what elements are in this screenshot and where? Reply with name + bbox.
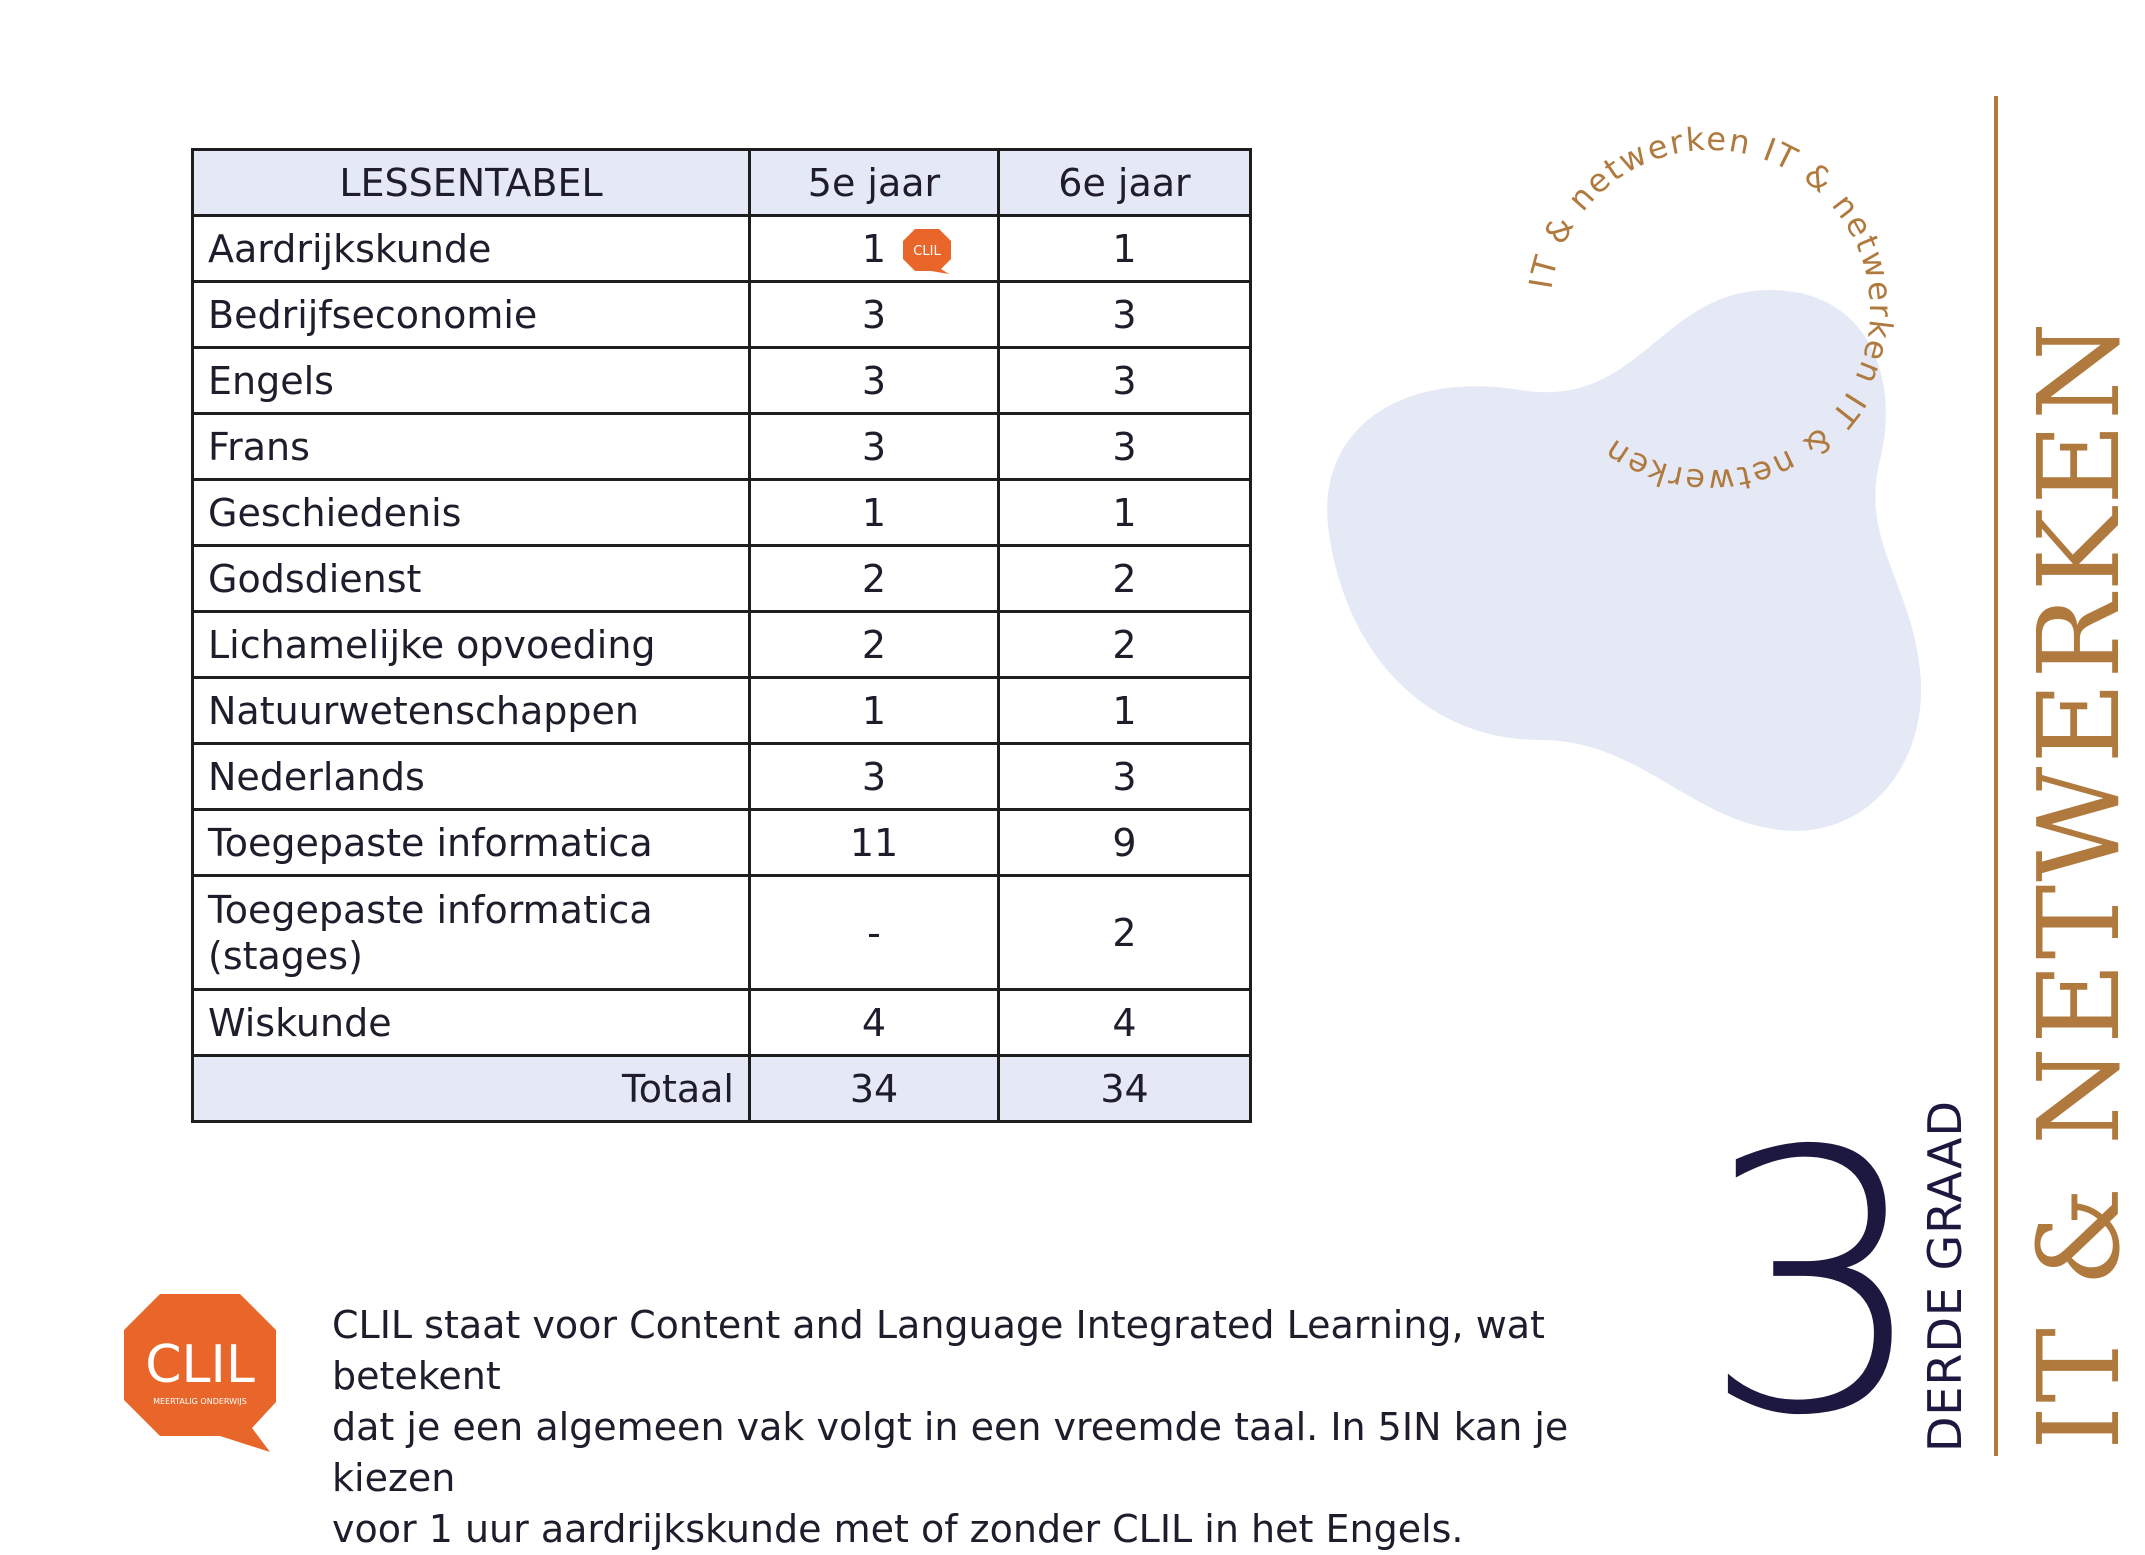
hours-5e-cell: 3 [750, 348, 999, 414]
hours-5e-cell: 4 [750, 990, 999, 1056]
subject-cell: Aardrijkskunde [193, 216, 750, 282]
header-5e-jaar: 5e jaar [750, 150, 999, 216]
hours-6e-cell: 1 [999, 216, 1251, 282]
total-6e-cell: 34 [999, 1056, 1251, 1122]
hours-6e-cell: 4 [999, 990, 1251, 1056]
grade-label: DERDE GRAAD [1918, 1100, 1972, 1452]
total-5e-cell: 34 [750, 1056, 999, 1122]
subject-cell: Wiskunde [193, 990, 750, 1056]
subject-cell: Frans [193, 414, 750, 480]
subject-line: Toegepaste informatica [208, 887, 653, 932]
circular-text [1522, 120, 1901, 501]
hours-6e-cell: 9 [999, 810, 1251, 876]
total-label: Totaal [193, 1056, 750, 1122]
hours-5e-cell: 3 [750, 414, 999, 480]
hours-6e-cell: 1 [999, 480, 1251, 546]
hours-6e-cell: 2 [999, 876, 1251, 990]
hours-value: 1 [861, 226, 887, 271]
subject-cell: Bedrijfseconomie [193, 282, 750, 348]
subject-cell: Geschiedenis [193, 480, 750, 546]
subject-cell [193, 876, 750, 990]
hours-5e-cell: 3 [750, 282, 999, 348]
circular-text-path: IT & netwerken IT & netwerken IT & netwerken [1521, 119, 1901, 501]
subject-cell: Nederlands [193, 744, 750, 810]
table-row [193, 876, 1251, 990]
clil-description-line: dat je een algemeen vak volgt in een vreemde taal. In 5IN kan je kiezen [332, 1405, 1569, 1500]
subject-cell: Godsdienst [193, 546, 750, 612]
vertical-title: IT & NETWERKEN [2015, 319, 2145, 1450]
header-6e-jaar: 6e jaar [999, 150, 1251, 216]
table-row [193, 348, 1251, 414]
table-row [193, 810, 1251, 876]
hours-6e-cell: 3 [999, 348, 1251, 414]
table-row [193, 216, 1251, 282]
table-row [193, 414, 1251, 480]
hours-6e-cell: 2 [999, 546, 1251, 612]
hours-5e-cell: 11 [750, 810, 999, 876]
hours-5e-cell: - [750, 876, 999, 990]
subject-line: (stages) [208, 933, 363, 978]
clil-description [332, 1300, 1642, 1555]
hours-5e-cell: 2 [750, 612, 999, 678]
table-row [193, 678, 1251, 744]
table-row [193, 990, 1251, 1056]
clil-badge-label: CLIL [913, 244, 941, 259]
subject-cell: Toegepaste informatica [193, 810, 750, 876]
table-row [193, 480, 1251, 546]
subject-cell: Natuurwetenschappen [193, 678, 750, 744]
hours-6e-cell: 3 [999, 744, 1251, 810]
clil-logo-text: CLIL [145, 1335, 255, 1395]
subject-cell: Engels [193, 348, 750, 414]
clil-logo [112, 1290, 288, 1460]
hours-6e-cell: 3 [999, 414, 1251, 480]
hours-5e-cell: 3 [750, 744, 999, 810]
clil-badge-icon [901, 227, 953, 275]
clil-description-line: CLIL staat voor Content and Language Integrated Learning, wat betekent [332, 1303, 1545, 1398]
lessentabel-table [191, 148, 1252, 1123]
clil-logo-subtext: MEERTALIG ONDERWIJS [153, 1397, 247, 1406]
clil-description-line: voor 1 uur aardrijkskunde met of zonder CLIL in het Engels. [332, 1507, 1464, 1551]
vertical-accent-line [1994, 96, 1998, 1456]
table-header-row [193, 150, 1251, 216]
table-row [193, 546, 1251, 612]
hours-5e-cell: 1 [750, 480, 999, 546]
hours-5e-cell [750, 216, 999, 282]
table-total-row [193, 1056, 1251, 1122]
hours-6e-cell: 3 [999, 282, 1251, 348]
subject-cell: Lichamelijke opvoeding [193, 612, 750, 678]
grade-number: 3 [1700, 1075, 1930, 1494]
hours-5e-cell: 2 [750, 546, 999, 612]
hours-6e-cell: 1 [999, 678, 1251, 744]
circular-text-ring [1500, 100, 1920, 520]
table-row [193, 744, 1251, 810]
header-lessentabel: LESSENTABEL [193, 150, 750, 216]
table-row [193, 282, 1251, 348]
table-row [193, 612, 1251, 678]
hours-5e-cell: 1 [750, 678, 999, 744]
hours-6e-cell: 2 [999, 612, 1251, 678]
